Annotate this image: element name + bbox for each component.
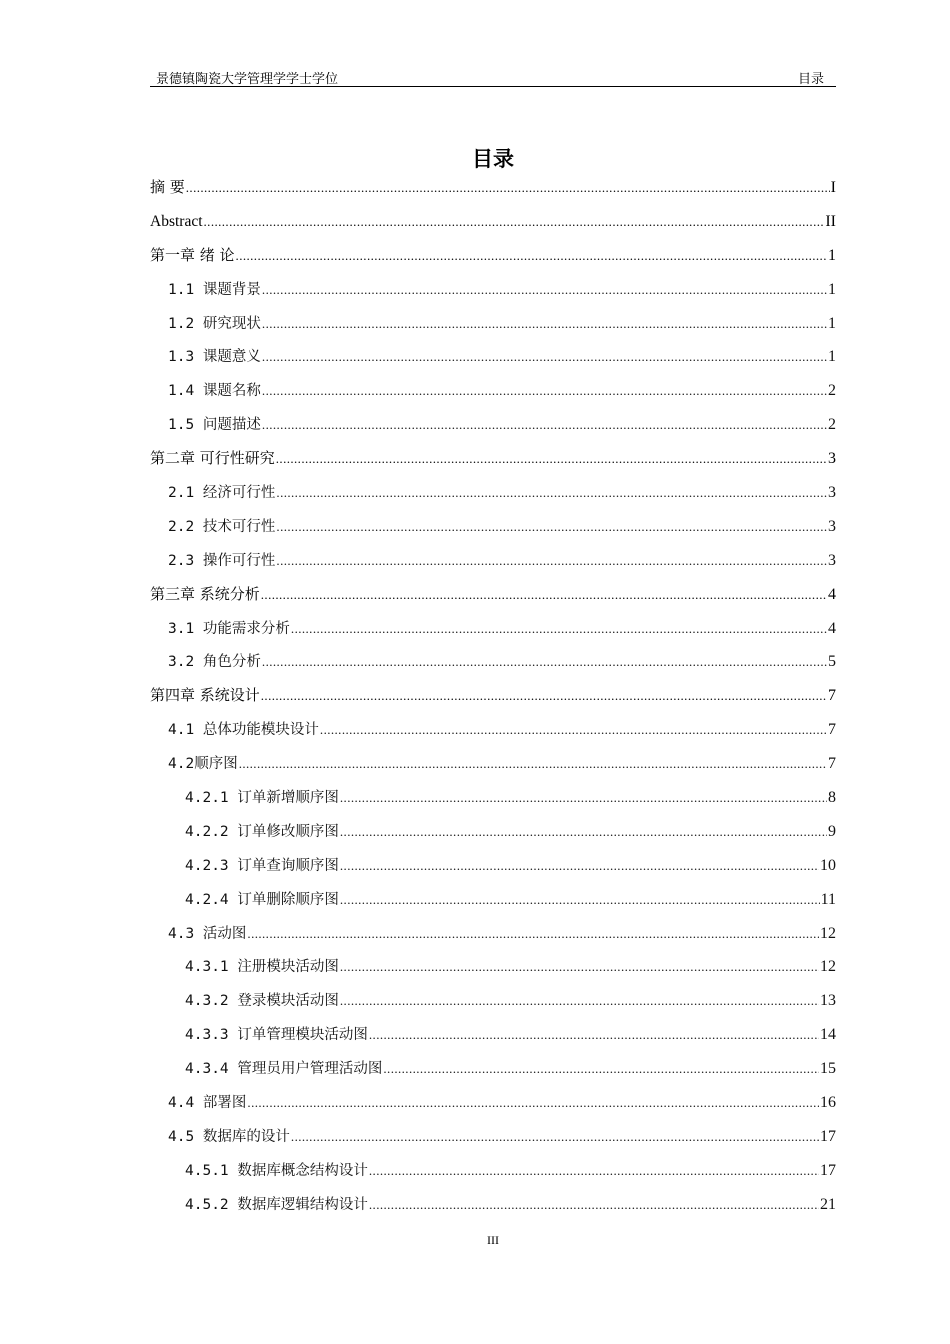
page-title: 目录 <box>472 147 514 171</box>
toc-entry[interactable] <box>150 544 836 578</box>
toc-entry-title: Abstract <box>150 212 203 230</box>
toc-entry[interactable] <box>150 849 836 883</box>
header-section-name: 目录 <box>797 72 824 87</box>
toc-dot-leader <box>239 747 827 781</box>
toc-entry-page: 14 <box>820 1026 836 1044</box>
toc-dot-leader <box>204 205 825 239</box>
toc-entry[interactable] <box>150 1154 836 1188</box>
toc-entry-page: 4 <box>828 585 836 603</box>
toc-entry-page: 7 <box>828 721 836 739</box>
toc-entry[interactable] <box>150 1086 836 1120</box>
toc-entry[interactable] <box>150 1052 836 1086</box>
toc-entry[interactable] <box>150 815 836 849</box>
toc-entry[interactable] <box>150 476 836 510</box>
toc-dot-leader <box>276 544 827 578</box>
toc-entry-page: 4 <box>828 619 836 637</box>
toc-entry-page: 15 <box>820 1060 836 1078</box>
toc-dot-leader <box>236 239 827 273</box>
toc-entry[interactable] <box>150 442 836 476</box>
toc-entry[interactable] <box>150 883 836 917</box>
toc-entry[interactable] <box>150 1188 836 1222</box>
toc-entry-page: 8 <box>828 789 836 807</box>
toc-dot-leader <box>261 578 827 612</box>
toc-entry-page: 3 <box>828 551 836 569</box>
toc-entry[interactable] <box>150 781 836 815</box>
toc-entry-page: 3 <box>828 484 836 502</box>
toc-entry-title: 2.2 技术可行性 <box>168 518 276 535</box>
toc-dot-leader <box>291 612 827 646</box>
toc-entry-page: 7 <box>828 687 836 705</box>
toc-entry-page: 16 <box>820 1094 836 1112</box>
toc-dot-leader <box>340 781 827 815</box>
toc-dot-leader <box>262 408 827 442</box>
toc-entry-page: 12 <box>820 958 836 976</box>
toc-entry-page: II <box>825 212 836 230</box>
toc-entry-title: 4.3 活动图 <box>168 925 247 942</box>
toc-entry-title: 3.2 角色分析 <box>168 654 261 671</box>
toc-entry-title: 1.2 研究现状 <box>168 315 261 332</box>
toc-entry-page: 3 <box>828 517 836 535</box>
toc-entry-title: 第二章 可行性研究 <box>150 449 275 468</box>
toc-entry[interactable] <box>150 239 836 273</box>
toc-entry-title: 4.3.2 登录模块活动图 <box>185 993 339 1010</box>
toc-entry-title: 1.4 课题名称 <box>168 383 261 400</box>
toc-entry-title: 4.5.1 数据库概念结构设计 <box>185 1162 368 1179</box>
toc-entry[interactable] <box>150 340 836 374</box>
toc-entry-title: 4.2.2 订单修改顺序图 <box>185 823 339 840</box>
toc-entry[interactable] <box>150 917 836 951</box>
toc-entry-page: 9 <box>828 822 836 840</box>
toc-dot-leader <box>276 510 827 544</box>
toc-entry-page: 17 <box>820 1161 836 1179</box>
toc-entry-title: 摘 要 <box>150 178 185 196</box>
toc-entry-title: 4.2.1 订单新增顺序图 <box>185 790 339 807</box>
toc-dot-leader <box>276 442 827 476</box>
page-number: III <box>487 1233 499 1247</box>
toc-dot-leader <box>340 950 819 984</box>
toc-dot-leader <box>262 273 827 307</box>
toc-entry[interactable] <box>150 713 836 747</box>
toc-entry-page: 11 <box>820 890 836 908</box>
toc-entry-page: 1 <box>828 280 836 298</box>
toc-entry-title: 1.3 课题意义 <box>168 349 261 366</box>
toc-entry[interactable] <box>150 984 836 1018</box>
toc-dot-leader <box>262 340 827 374</box>
toc-entry-page: 21 <box>820 1195 836 1213</box>
toc-entry-title: 4.2.3 订单查询顺序图 <box>185 857 339 874</box>
toc-entry[interactable] <box>150 1120 836 1154</box>
toc-entry-title: 第一章 绪 论 <box>150 245 235 264</box>
toc-dot-leader <box>186 171 830 205</box>
toc-entry-page: 2 <box>828 416 836 434</box>
toc-dot-leader <box>369 1018 819 1052</box>
toc-dot-leader <box>369 1154 819 1188</box>
toc-entry[interactable] <box>150 205 836 239</box>
toc-entry-title: 4.1 总体功能模块设计 <box>168 722 319 739</box>
toc-dot-leader <box>383 1052 819 1086</box>
toc-entry-title: 第四章 系统设计 <box>150 686 260 705</box>
toc-entry-page: 7 <box>828 755 836 773</box>
toc-entry-title: 4.3.3 订单管理模块活动图 <box>185 1027 368 1044</box>
toc-dot-leader <box>340 849 819 883</box>
toc-entry-page: 1 <box>828 246 836 264</box>
toc-dot-leader <box>262 645 827 679</box>
toc-entry-title: 1.1 课题背景 <box>168 281 261 298</box>
toc-dot-leader <box>340 984 819 1018</box>
toc-entry-title: 第三章 系统分析 <box>150 584 260 603</box>
toc-dot-leader <box>320 713 827 747</box>
toc-entry-page: 3 <box>828 450 836 468</box>
toc-entry[interactable] <box>150 645 836 679</box>
toc-entry-page: 13 <box>820 992 836 1010</box>
toc-entry-title: 4.5.2 数据库逻辑结构设计 <box>185 1196 368 1213</box>
toc-entry[interactable] <box>150 273 836 307</box>
toc-entry[interactable] <box>150 950 836 984</box>
toc-dot-leader <box>291 1120 819 1154</box>
toc-dot-leader <box>261 679 827 713</box>
toc-entry[interactable] <box>150 747 836 781</box>
toc-dot-leader <box>262 374 827 408</box>
toc-entry-page: 5 <box>828 653 836 671</box>
table-of-contents <box>150 171 836 1222</box>
page-header <box>150 66 836 87</box>
toc-entry-title: 4.2.4 订单删除顺序图 <box>185 891 339 908</box>
toc-entry-title: 4.2顺序图 <box>168 756 238 773</box>
toc-entry-title: 4.4 部署图 <box>168 1095 247 1112</box>
toc-entry-page: 10 <box>820 856 836 874</box>
toc-dot-leader <box>369 1188 819 1222</box>
toc-entry-title: 4.3.4 管理员用户管理活动图 <box>185 1061 383 1078</box>
toc-entry-page: 1 <box>828 314 836 332</box>
toc-entry-page: I <box>830 179 836 196</box>
toc-dot-leader <box>262 307 827 341</box>
toc-entry-title: 2.3 操作可行性 <box>168 552 276 569</box>
toc-entry[interactable] <box>150 171 836 205</box>
toc-entry-title: 1.5 问题描述 <box>168 417 261 434</box>
toc-entry[interactable] <box>150 408 836 442</box>
toc-dot-leader <box>247 1086 819 1120</box>
toc-dot-leader <box>276 476 827 510</box>
toc-entry[interactable] <box>150 510 836 544</box>
toc-entry[interactable] <box>150 307 836 341</box>
header-thesis-title: 景德镇陶瓷大学管理学学士学位 <box>156 72 339 87</box>
toc-entry-page: 2 <box>828 382 836 400</box>
toc-entry-page: 1 <box>828 348 836 366</box>
toc-entry-page: 17 <box>820 1127 836 1145</box>
toc-entry[interactable] <box>150 612 836 646</box>
toc-dot-leader <box>247 917 819 951</box>
toc-entry-page: 12 <box>820 924 836 942</box>
toc-entry-title: 2.1 经济可行性 <box>168 485 276 502</box>
toc-dot-leader <box>340 815 827 849</box>
toc-entry[interactable] <box>150 578 836 612</box>
toc-dot-leader <box>340 883 820 917</box>
toc-entry[interactable] <box>150 1018 836 1052</box>
toc-entry-title: 4.3.1 注册模块活动图 <box>185 959 339 976</box>
toc-entry[interactable] <box>150 374 836 408</box>
toc-entry-title: 3.1 功能需求分析 <box>168 620 290 637</box>
toc-entry[interactable] <box>150 679 836 713</box>
toc-entry-title: 4.5 数据库的设计 <box>168 1128 290 1145</box>
